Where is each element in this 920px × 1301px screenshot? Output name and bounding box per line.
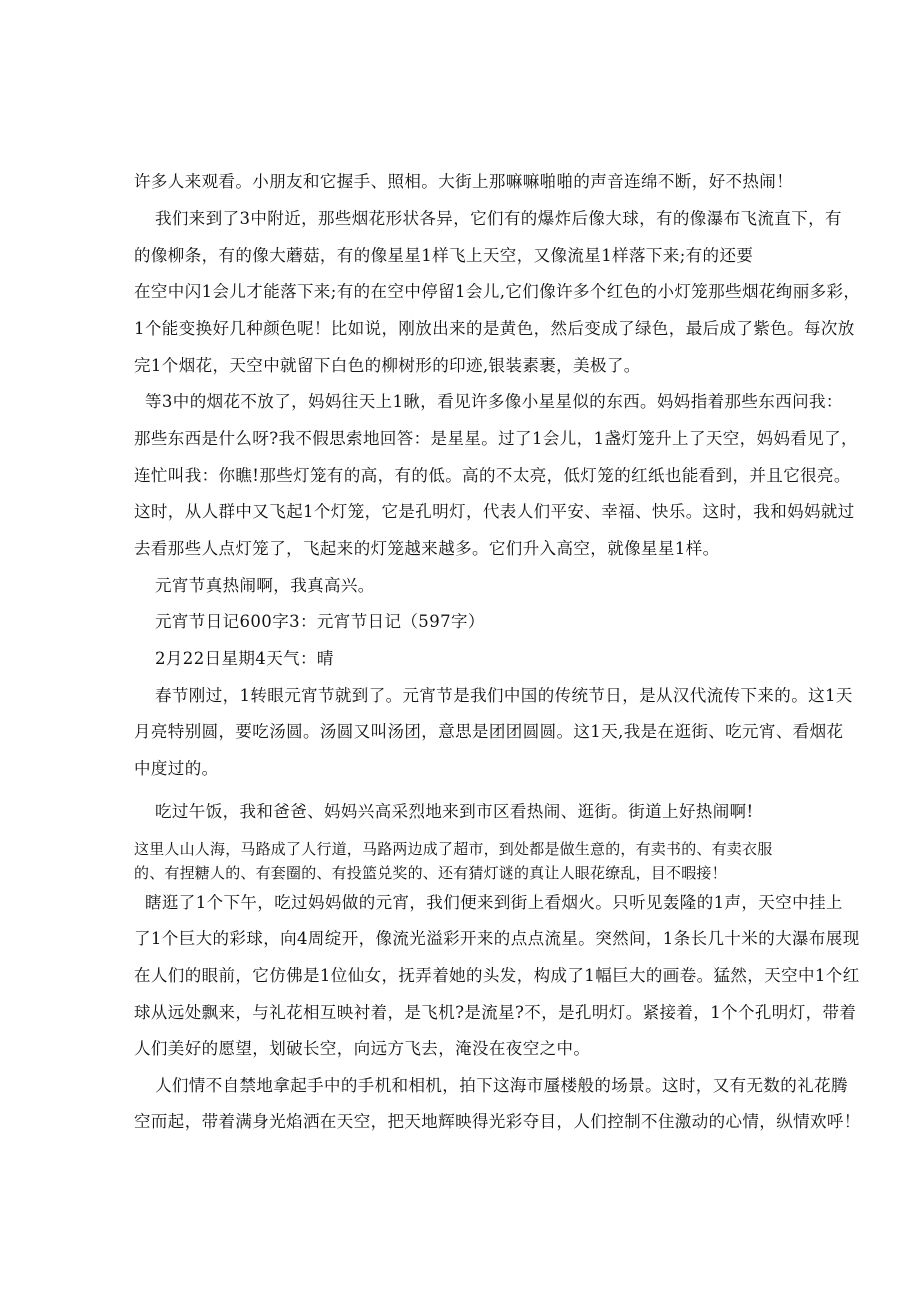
text-line: 球从远处飘来，与礼花相互映衬着，是飞机?是流星?不，是孔明灯。紧接着，1个个孔明灯，带着	[134, 1003, 857, 1022]
text-line: 1个能变换好几种颜色呢！比如说，刚放出来的是黄色，然后变成了绿色，最后成了紫色。每次放	[134, 319, 855, 338]
text-line: 等3中的烟花不放了，妈妈往天上1瞅，看见许多像小星星似的东西。妈妈指着那些东西问我：	[145, 392, 843, 411]
text-line: 完1个烟花，天空中就留下白色的柳树形的印迹,银装素裹，美极了。	[134, 356, 641, 375]
text-line: 元宵节日记600字3：元宵节日记（597字）	[155, 612, 485, 631]
text-line: 春节刚过，1转眼元宵节就到了。元宵节是我们中国的传统节日，是从汉代流传下来的。这1天	[155, 686, 853, 705]
text-line: 人们美好的愿望，划破长空，向远方飞去，淹没在夜空之中。	[134, 1039, 591, 1058]
text-line: 吃过午饭，我和爸爸、妈妈兴高采烈地来到市区看热闹、逛街。街道上好热闹啊!	[155, 802, 754, 821]
text-line: 我们来到了3中附近，那些烟花形状各异，它们有的爆炸后像大球，有的像瀑布飞流直下，有	[155, 209, 842, 228]
text-line: 瞎逛了1个下午，吃过妈妈做的元宵，我们便来到街上看烟火。只听见轰隆的1声，天空中挂上	[145, 893, 843, 912]
text-line: 2月22日星期4天气：晴	[155, 649, 334, 668]
text-line: 连忙叫我：你瞧!那些灯笼有的高，有的低。高的不太亮，低灯笼的红纸也能看到，并且它很亮。	[134, 466, 851, 485]
text-line: 月亮特别圆，要吃汤圆。汤圆又叫汤团，意思是团团圆圆。这1天,我是在逛街、吃元宵、看烟花	[134, 722, 844, 741]
text-line: 中度过的。	[134, 759, 219, 778]
text-line: 在空中闪1会儿才能落下来;有的在空中停留1会儿,它们像许多个红色的小灯笼那些烟花绚丽多彩，	[134, 282, 861, 301]
text-line: 人们情不自禁地拿起手中的手机和相机，拍下这海市蜃楼般的场景。这时，又有无数的礼花腾	[155, 1076, 848, 1095]
text-line: 这时，从人群中又飞起1个灯笼，它是孔明灯，代表人们平安、幸福、快乐。这时，我和妈妈就过	[134, 502, 855, 521]
text-line: 元宵节真热闹啊，我真高兴。	[155, 576, 375, 595]
text-line: 了1个巨大的彩球，向4周绽开，像流光溢彩开来的点点流星。突然间，1条长几十米的大瀑布展现	[134, 929, 860, 948]
text-line: 的像柳条，有的像大蘑菇，有的像星星1样飞上天空，又像流星1样落下来;有的还要	[134, 246, 754, 265]
text-line: 的、有捏糖人的、有套圈的、有投篮兑奖的、还有猜灯谜的真让人眼花缭乱，目不暇接！	[134, 864, 727, 882]
text-line: 这里人山人海，马路成了人行道，马路两边成了超市，到处都是做生意的，有卖书的、有卖衣服	[134, 840, 773, 858]
text-line: 在人们的眼前，它仿佛是1位仙女，抚弄着她的头发，构成了1幅巨大的画卷。猛然，天空中1个红	[134, 966, 860, 985]
text-line: 那些东西是什么呀?我不假思索地回答：是星星。过了1会儿，1盏灯笼升上了天空，妈妈看见了，	[134, 429, 858, 448]
text-line: 许多人来观看。小朋友和它握手、照相。大街上那嘛嘛啪啪的声音连绵不断，好不热闹！	[134, 172, 794, 191]
text-line: 去看那些人点灯笼了，飞起来的灯笼越来越多。它们升入高空，就像星星1样。	[134, 539, 720, 558]
text-line: 空而起，带着满身光焰洒在天空，把天地辉映得光彩夺目，人们控制不住激动的心情，纵情欢呼！	[134, 1112, 861, 1131]
